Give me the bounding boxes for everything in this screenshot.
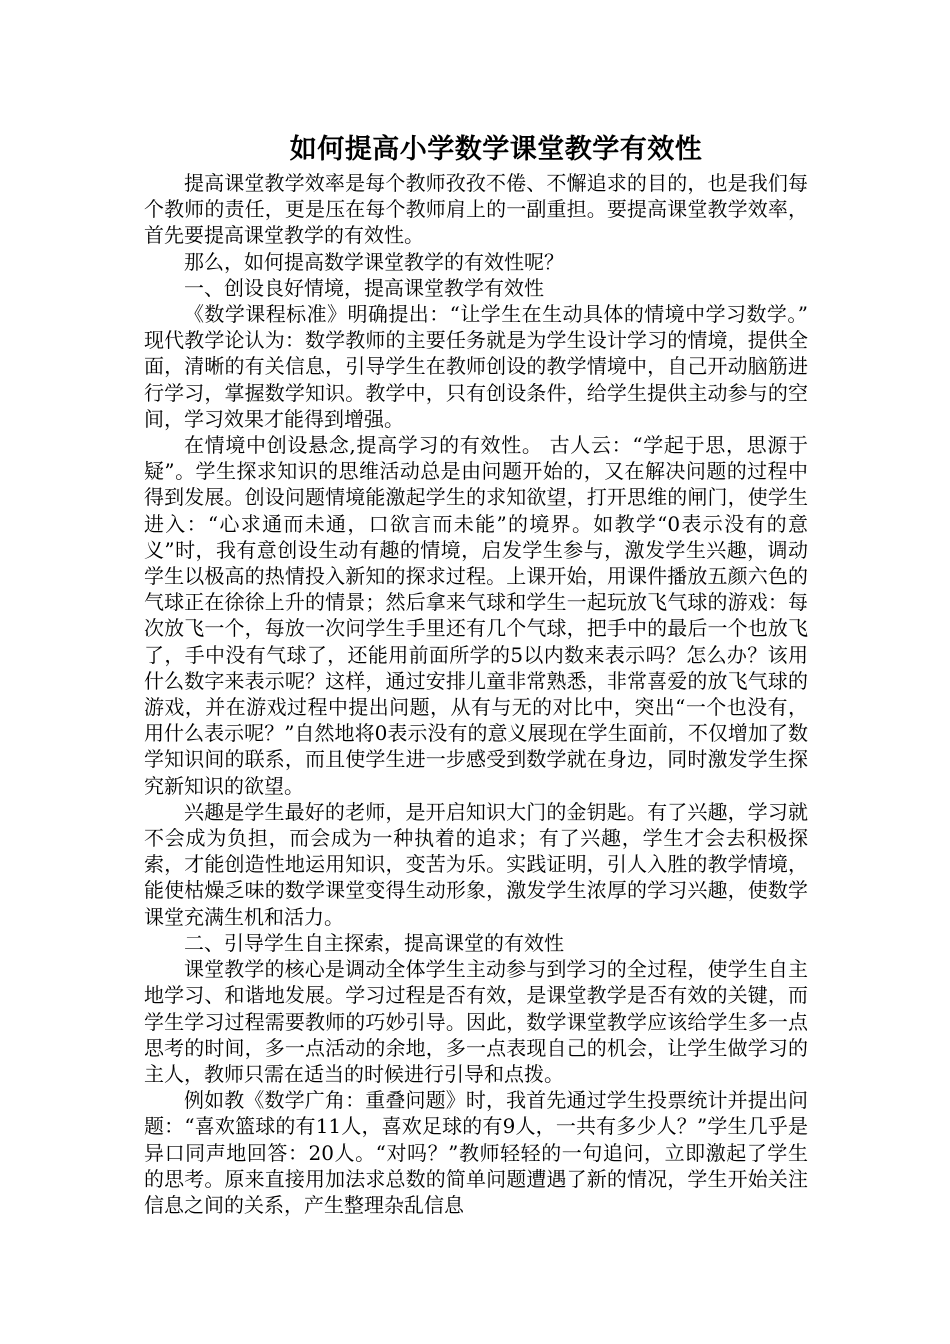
paragraph-interest: 兴趣是学生最好的老师，是开启知识大门的金钥匙。有了兴趣，学习就不会成为负担，而会成为一种执着的追求；有了兴趣，学生才会去积极探索，才能创造性地运用知识，变苦为乐。实践证明，引人入胜的教学情境，能使枯燥乏味的数学课堂变得生动形象，激发学生浓厚的学习兴趣，使数学课堂充满生机和活力。 bbox=[144, 799, 808, 929]
section-heading-2: 二、引导学生自主探索，提高课堂的有效性 bbox=[184, 930, 564, 955]
paragraph-question: 那么，如何提高数学课堂教学的有效性呢？ bbox=[184, 249, 564, 274]
paragraph-intro: 提高课堂教学效率是每个教师孜孜不倦、不懈追求的目的，也是我们每个教师的责任，更是压在每个教师肩上的一副重担。要提高课堂教学效率，首先要提高课堂教学的有效性。 bbox=[144, 171, 808, 248]
paragraph-suspense-example: 在情境中创设悬念,提高学习的有效性。 古人云：“学起于思，思源于疑”。学生探求知识的思维活动总是由问题开始的，又在解决问题的过程中得到发展。创设问题情境能激起学生的求知欲望，打开思维的闸门，使学生进入：“心求通而未通，口欲言而未能”的境界。如教学“0表示没有的意义”时，我有意创设生动有趣的情境，启发学生参与，激发学生兴趣，调动学生以极高的热情投入新知的探求过程。上课开始，用课件播放五颜六色的气球正在徐徐上升的情景；然后拿来气球和学生一起玩放飞气球的游戏：每次放飞一个，每放一次问学生手里还有几个气球，把手中的最后一个也放飞了，手中没有气球了，还能用前面所学的5以内数来表示吗？怎么办？该用什么数字来表示呢？这样，通过安排儿童非常熟悉，非常喜爱的放飞气球的游戏，并在游戏过程中提出问题，从有与无的对比中，突出“一个也没有，用什么表示呢？”自然地将0表示没有的意义展现在学生面前，不仅增加了数学知识间的联系，而且使学生进一步感受到数学就在身边，同时激发学生探究新知识的欲望。 bbox=[144, 433, 808, 798]
section-heading-1: 一、创设良好情境，提高课堂教学有效性 bbox=[184, 275, 544, 300]
paragraph-curriculum-standard: 《数学课程标准》明确提出：“让学生在生动具体的情境中学习数学。” 现代教学论认为：数学教师的主要任务就是为学生设计学习的情境，提供全面，清晰的有关信息，引导学生在教师创设的教学情境中，自己开动脑筋进行学习，掌握数学知识。教学中，只有创设条件，给学生提供主动参与的空间，学习效果才能得到增强。 bbox=[144, 302, 808, 431]
document-page bbox=[144, 130, 808, 1218]
paragraph-core-of-teaching: 课堂教学的核心是调动全体学生主动参与到学习的全过程，使学生自主地学习、和谐地发展。学习过程是否有效，是课堂教学是否有效的关键，而学生学习过程需要教师的巧妙引导。因此，数学课堂教学应该给学生多一点思考的时间，多一点活动的余地，多一点表现自己的机会，让学生做学习的主人，教师只需在适当的时候进行引导和点拨。 bbox=[144, 957, 808, 1086]
paragraph-overlap-example: 例如教《数学广角：重叠问题》时，我首先通过学生投票统计并提出问题：“喜欢篮球的有11人，喜欢足球的有9人，一共有多少人？”学生几乎是异口同声地回答：20人。“对吗？”教师轻轻的一句追问，立即激起了学生的思考。原来直接用加法求总数的简单问题遭遇了新的情况，学生开始关注信息之间的关系，产生整理杂乱信息 bbox=[144, 1088, 808, 1217]
document-title: 如何提高小学数学课堂教学有效性 bbox=[289, 134, 703, 165]
